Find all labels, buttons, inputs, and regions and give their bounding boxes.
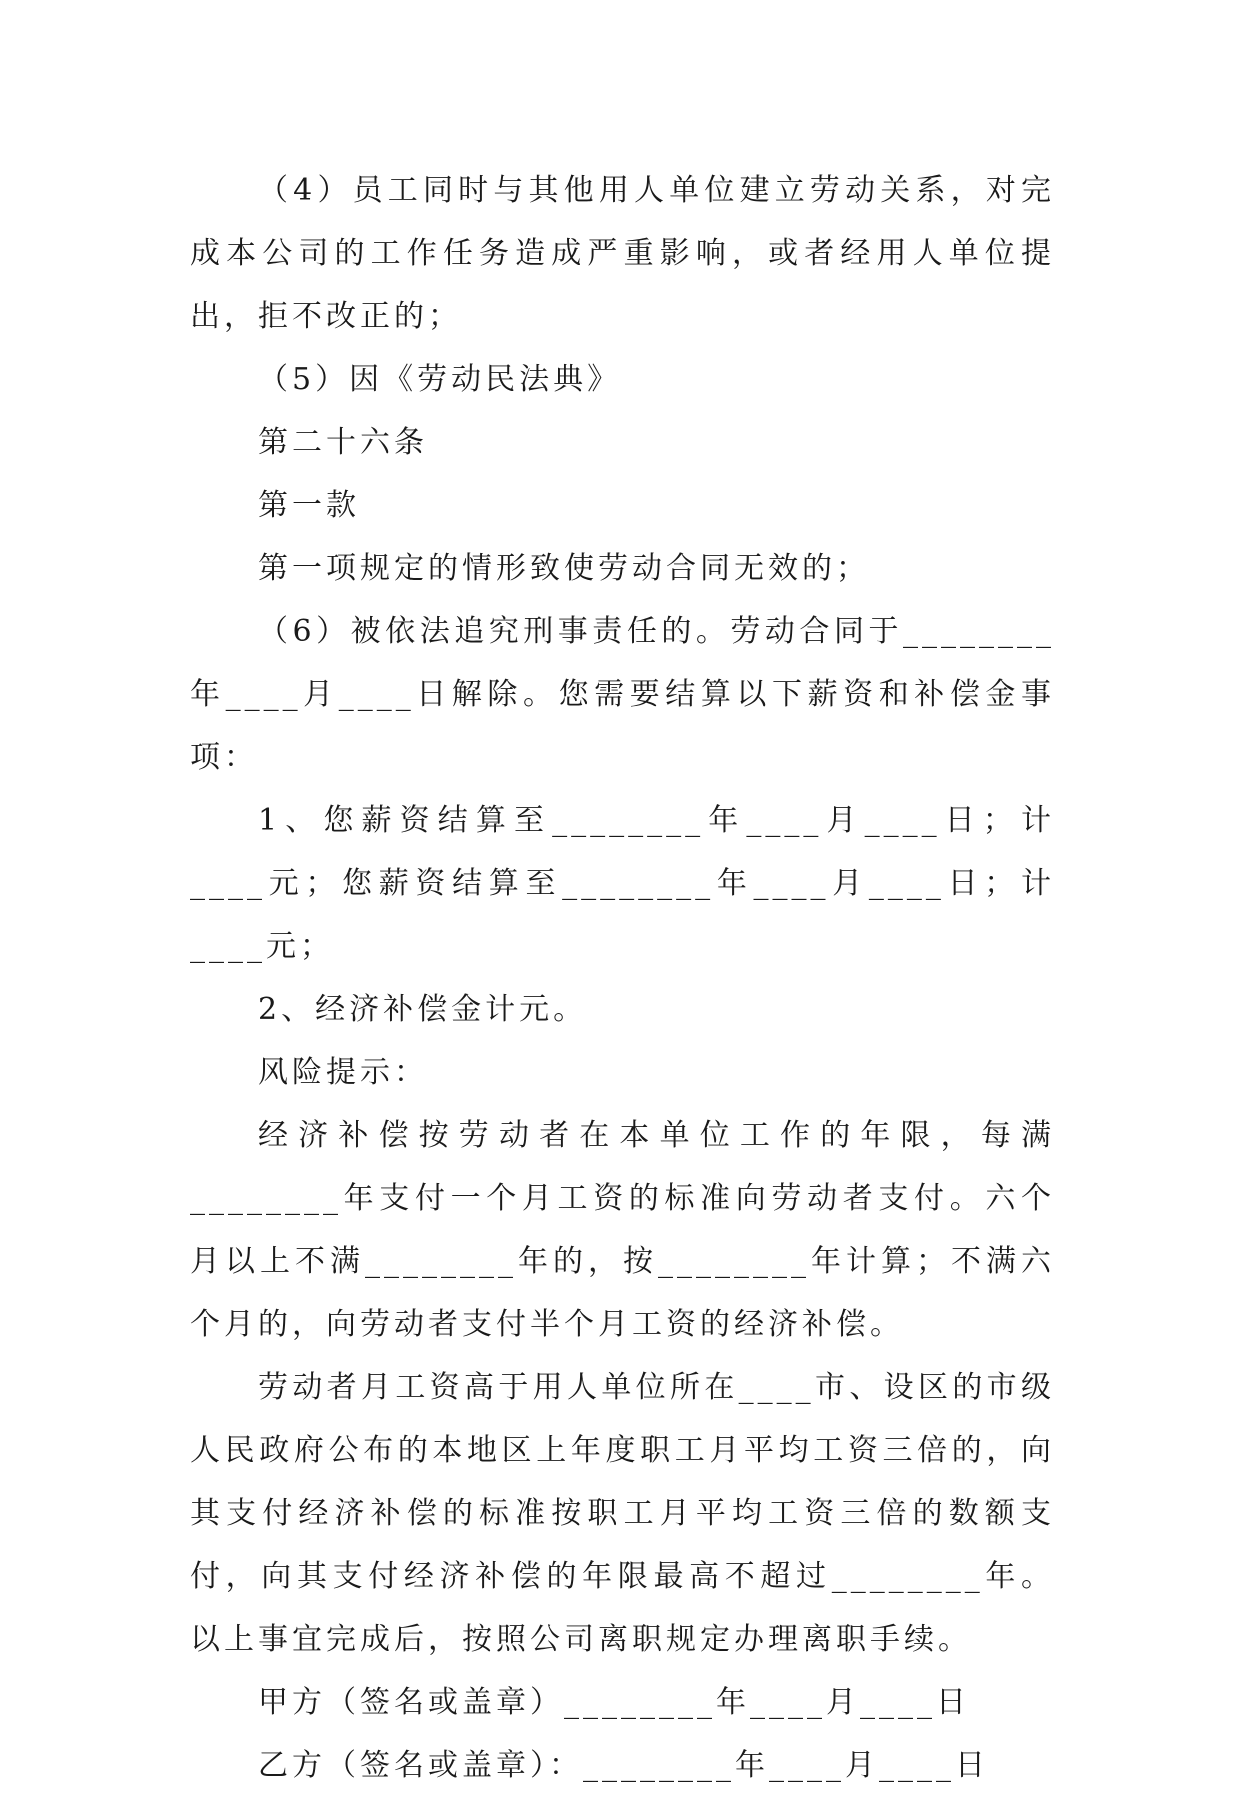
paragraph-clause-5: （5）因《劳动民法典》 bbox=[258, 362, 622, 397]
paragraph-article-26: 第二十六条 bbox=[258, 425, 428, 460]
paragraph-risk-heading: 风险提示： bbox=[258, 1055, 428, 1090]
document-body bbox=[190, 159, 1055, 1797]
paragraph-section-1: 第一款 bbox=[258, 488, 360, 523]
paragraph-party-a-signature: 甲方（签名或盖章）________年____月____日 bbox=[258, 1685, 970, 1720]
paragraph-risk-compensation-rule: 经济补偿按劳动者在本单位工作的年限，每满________年支付一个月工资的标准向劳动者支付。六个月以上不满________年的，按________年计算；不满六个月的，向劳动者支付半个月工资的经济补偿。 bbox=[190, 1118, 1055, 1342]
paragraph-party-b-signature: 乙方（签名或盖章）：________年____月____日 bbox=[258, 1748, 989, 1783]
paragraph-high-salary-rule: 劳动者月工资高于用人单位所在____市、设区的市级人民政府公布的本地区上年度职工月平均工资三倍的，向其支付经济补偿的标准按职工月平均工资三倍的数额支付，向其支付经济补偿的年限最高不超过________年。以上事宜完成后，按照公司离职规定办理离职手续。 bbox=[190, 1370, 1055, 1657]
paragraph-clause-4: （4）员工同时与其他用人单位建立劳动关系，对完成本公司的工作任务造成严重影响，或者经用人单位提出，拒不改正的； bbox=[190, 173, 1055, 334]
paragraph-salary-settlement: 1、您薪资结算至________年____月____日；计____元；您薪资结算至________年____月____日；计____元； bbox=[190, 803, 1055, 964]
paragraph-clause-6: （6）被依法追究刑事责任的。劳动合同于________年____月____日解除。您需要结算以下薪资和补偿金事项： bbox=[190, 614, 1055, 775]
paragraph-item-1: 第一项规定的情形致使劳动合同无效的； bbox=[258, 551, 870, 586]
paragraph-compensation: 2、经济补偿金计元。 bbox=[258, 992, 588, 1027]
